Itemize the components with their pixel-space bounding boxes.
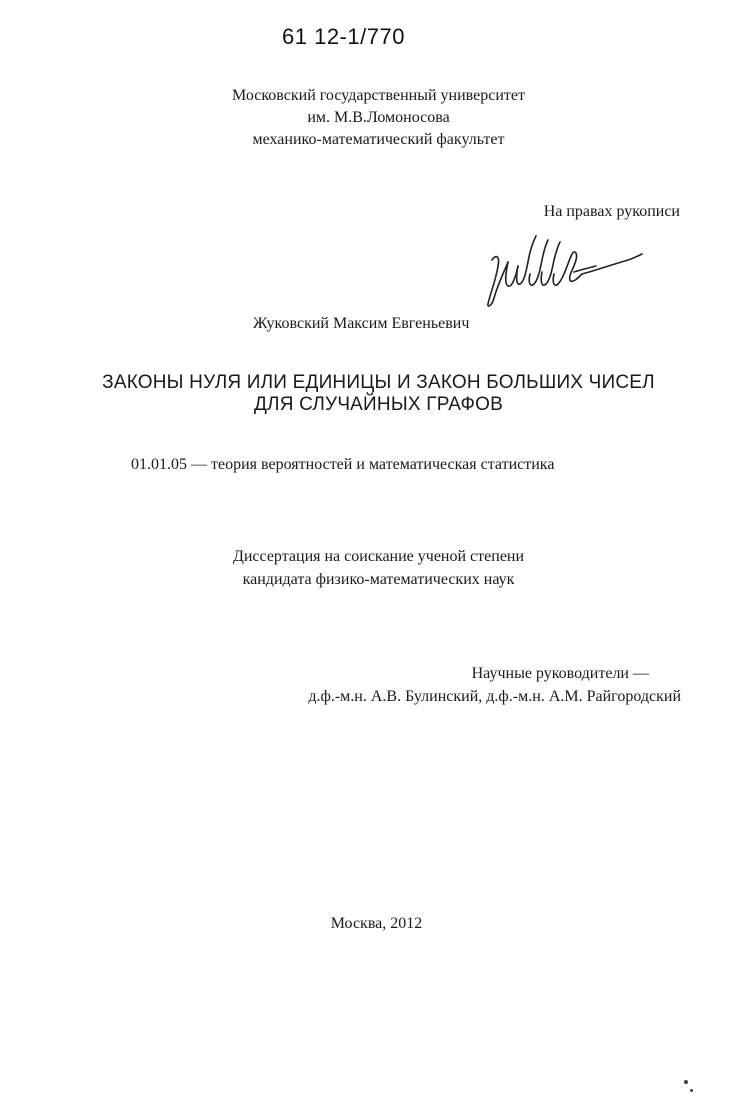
institution-university: Московский государственный университет (232, 87, 525, 104)
handwritten-signature-icon (478, 232, 648, 312)
place-year-text: Москва, 2012 (330, 915, 423, 932)
title-line-2: ДЛЯ СЛУЧАЙНЫХ ГРАФОВ (253, 394, 504, 415)
author-name: Жуковский Максим Евгеньевич (253, 315, 470, 332)
institution-faculty: механико-математический факультет (252, 131, 505, 148)
specialty-code: 01.01.05 — теория вероятностей и математическая статистика (131, 456, 555, 473)
institution-block (0, 85, 733, 151)
title-line-1: ЗАКОНЫ НУЛЯ ИЛИ ЕДИНИЦЫ И ЗАКОН БОЛЬШИХ ЧИСЕЛ (102, 372, 655, 393)
scientific-advisors (308, 662, 681, 708)
manuscript-rights-note: На правах рукописи (543, 203, 680, 220)
institution-named-after: им. М.В.Ломоносова (307, 109, 450, 126)
scan-speck (690, 1089, 693, 1092)
scan-speck (684, 1080, 688, 1084)
advisors-heading: Научные руководители — (471, 665, 649, 682)
dissertation-title (0, 372, 733, 416)
degree-line-2: кандидата физико-математических наук (242, 571, 515, 588)
degree-line-1: Диссертация на соискание ученой степени (232, 548, 525, 565)
archive-stamp-number: 61 12-1/770 (282, 24, 405, 49)
degree-statement (0, 545, 733, 591)
advisors-names: д.ф.-м.н. А.В. Булинский, д.ф.-м.н. А.М. Райгородский (308, 688, 681, 705)
place-and-year (0, 915, 733, 933)
